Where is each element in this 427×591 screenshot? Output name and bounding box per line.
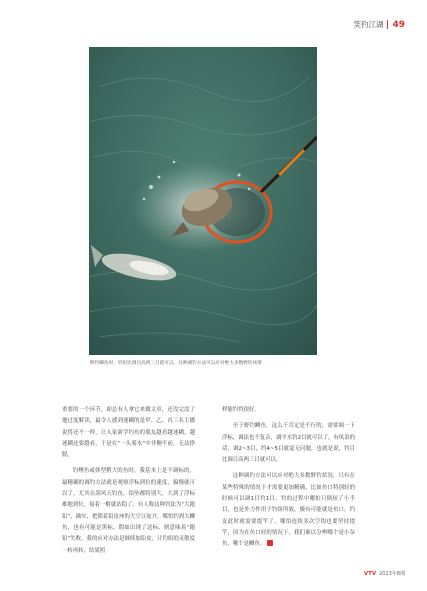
header-divider: [387, 20, 388, 29]
paragraph: 重要的一个环节，却总有人拿它来做文章，还没完没了地过度解读，最令人感到迷糊的是甲、乙、丙三名主播说得还不一样，让入家新学钓鱼的朋友越看越迷糊，越迷糊还要越看，于是在“一头雾水”中非侧不前，无法挣脱。: [62, 407, 195, 459]
paragraph-text: 这种调钓方法可以应对绝大多数野钓状况，只有在某些特殊的情况下才需要更加精确，比如鱼口特别轻的时候可以调1目钓1目，钓的过程中哪怕只倒短了小半目，也是外力作用于钓组所致，极有可能就是鱼口，钓友此时就需要提竿了，哪怕连续多次空钩也要坚持提竿，因为在鱼口轻的情况下，我们难以分辨哪个是小杂鱼，哪个是鲫鱼。: [222, 473, 355, 548]
text-column-right: [222, 405, 355, 551]
page-number: 49: [392, 19, 405, 30]
paragraph: 钓鲤鱼或体型稍大的鱼时，我基本上是不调标的，最精确的调钓方法就是观察浮标到位的速度，偏慢就可以了，尤其在刮风天钓鱼，铅坠都特别大，大到了浮标难地到位，接着一解就站稳了。有人称这种钓法为“大跑铅”，确实，把锁着铅皮座的大空豆砣开，哪怕钓到大鲫鱼，也有可能是黑标，假如出现了送标、则意味着“跑铅”失败，我的应对办法是继续加铅皮，让钓组的灵敏度一转再转，结果照: [62, 468, 195, 554]
magazine-logo: VTV: [363, 570, 377, 577]
fishing-photo: [89, 47, 317, 355]
issue-label: 2023年8期: [379, 571, 405, 577]
end-mark-icon: [267, 540, 273, 546]
section-title: 笑钓江湖: [353, 20, 384, 29]
paragraph-last: [222, 471, 355, 550]
page-header: [353, 19, 405, 30]
photo-caption: 野钓鲫鱼时，钓组比调目高两三目就可以。这种调钓方法可以应对绝大多数野钓场情: [90, 361, 262, 366]
page-footer: [364, 570, 405, 577]
text-column-left: [62, 405, 195, 557]
paragraph: 至于野钓鲫鱼，这么干肯定是不行的，需要调一下浮标，调法也不复杂，调平水钓2目就可以了，有风浪的话，调2~3目，约4~5目就毫无问题，也就是说，钓目比调目高两三目就可以。: [222, 423, 355, 464]
paragraph: 样能钓得很好。: [222, 407, 260, 413]
